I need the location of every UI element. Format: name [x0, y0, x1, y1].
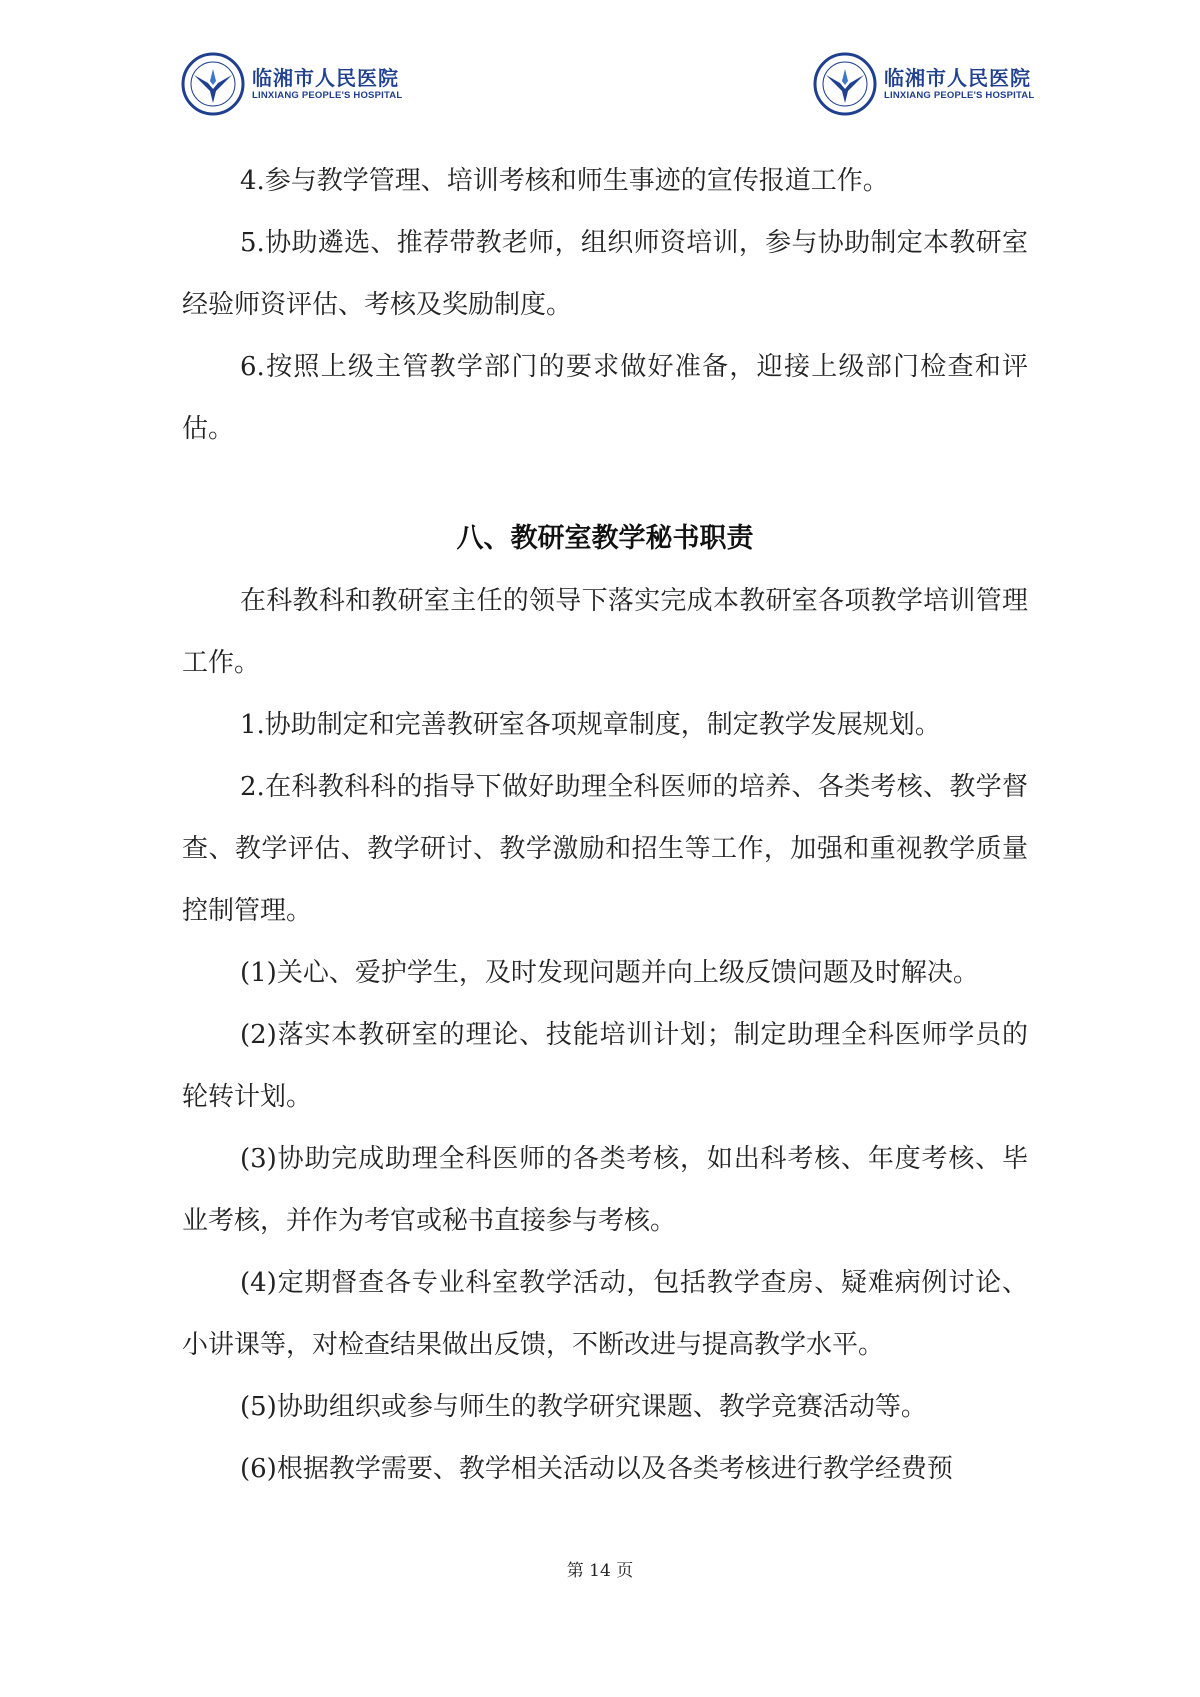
paragraph-sub-5: (5)协助组织或参与师生的教学研究课题、教学竞赛活动等。 — [240, 1392, 927, 1422]
paragraph-duty-1: 1.协助制定和完善教研室各项规章制度，制定教学发展规划。 — [240, 710, 941, 740]
paragraph-sub-6: (6)根据教学需要、教学相关活动以及各类考核进行教学经费预 — [240, 1454, 953, 1484]
paragraph-item-4: 4.参与教学管理、培训考核和师生事迹的宣传报道工作。 — [240, 166, 889, 196]
page-number: 第 14 页 — [566, 1561, 634, 1581]
hospital-seal-icon — [812, 51, 878, 117]
paragraph-sub-3: (3)协助完成助理全科医师的各类考核，如出科考核、年度考核、毕业考核，并作为考官或秘书直接参与考核。 — [182, 1144, 1028, 1236]
hospital-name-cn: 临湘市人民医院 — [252, 66, 399, 90]
paragraph-item-6: 6.按照上级主管教学部门的要求做好准备，迎接上级部门检查和评估。 — [182, 352, 1028, 444]
hospital-logo-right — [812, 52, 1034, 116]
hospital-name-en: LINXIANG PEOPLE'S HOSPITAL — [252, 90, 403, 101]
paragraph-item-5: 5.协助遴选、推荐带教老师，组织师资培训，参与协助制定本教研室 经验师资评估、考核及奖励制度。 — [182, 228, 1028, 320]
hospital-seal-icon — [180, 51, 246, 117]
hospital-logo-left — [180, 52, 402, 116]
document-body — [182, 150, 1028, 1500]
paragraph-sub-2: (2)落实本教研室的理论、技能培训计划；制定助理全科医师学员的轮转计划。 — [182, 1020, 1028, 1112]
paragraph-duty-2: 2.在科教科科的指导下做好助理全科医师的培养、各类考核、教学督查、教学评估、教学研讨、教学激励和招生等工作，加强和重视教学质量控制管理。 — [182, 772, 1028, 926]
hospital-name-en: LINXIANG PEOPLE'S HOSPITAL — [884, 90, 1035, 101]
paragraph-intro: 在科教科和教研室主任的领导下落实完成本教研室各项教学培训管理工作。 — [182, 586, 1028, 678]
hospital-name-cn: 临湘市人民医院 — [884, 66, 1031, 90]
section-heading: 八、教研室教学秘书职责 — [456, 523, 754, 554]
paragraph-sub-4: (4)定期督查各专业科室教学活动，包括教学查房、疑难病例讨论、小讲课等，对检查结果做出反馈，不断改进与提高教学水平。 — [182, 1268, 1028, 1360]
paragraph-sub-1: (1)关心、爱护学生，及时发现问题并向上级反馈问题及时解决。 — [240, 958, 979, 988]
